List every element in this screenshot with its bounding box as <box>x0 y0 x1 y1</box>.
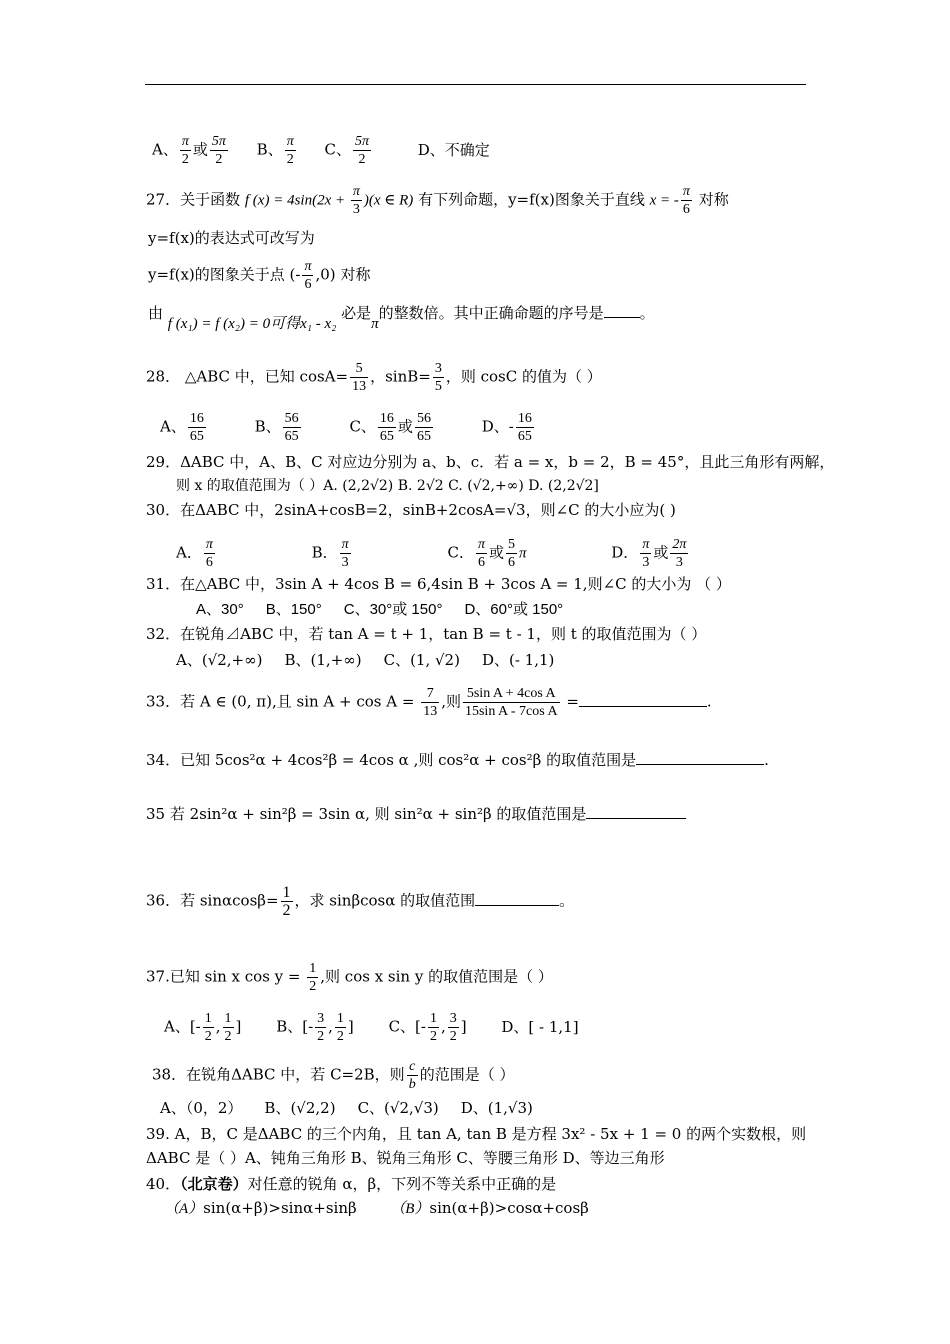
option-c-label: C、 <box>324 140 351 159</box>
q36-stem: 36．若 sinαcosβ= $\frac{1}{2}$ ，求 sinβcosα 的取值范围 。 <box>146 884 575 919</box>
q39-line1: 39. A，B，C 是ΔABC 的三个内角，且 tan A, tan B 是方程 3x² - 5x + 1 = 0 的两个实数根，则 <box>146 1125 807 1143</box>
fraction: $\frac{7}{13}$ <box>423 686 438 719</box>
fraction: $\frac{\pi}{6}$ <box>304 259 312 292</box>
q40-options <box>164 1198 589 1219</box>
fraction: $\frac{c}{b}$ <box>408 1059 416 1092</box>
q30-options: A． $\frac{\pi}{6}$ B． $\frac{\pi}{3}$ C． $\frac{\pi}{6}$ 或 $\frac{5}{6}$ π D． $\frac{\pi}{3}$ 或 $\frac{2\pi}{3}$ <box>176 537 687 570</box>
q35-stem: 35 若 2sin²α + sin²β = 3sin α, 则 sin²α + sin²β 的取值范围是 <box>146 804 686 824</box>
q31-stem: 31．在△ABC 中，3sin A + 4cos B = 6,4sin B + 3cos A = 1,则∠C 的大小为 （ ） <box>146 575 731 593</box>
q40-option-a: （A）sin(α+β)>sinα+sinβ <box>164 1199 357 1217</box>
q26-options: A、 $\frac{\pi}{2}$ 或 $\frac{5\pi}{2}$ B、 $\frac{\pi}{2}$ C、 $\frac{5\pi}{2}$ D、不确定 <box>152 134 490 167</box>
q33-stem: 33．若 A ∈ (0, π),且 sin A + cos A = $\frac{7}{13}$ ,则 $\frac{\text{5sin A + 4cos A}}{\text{15sin A - 7cos A}}$ = . <box>146 686 712 719</box>
q29-line1: 29．ΔABC 中，A、B、C 对应边分别为 a、b、c．若 a = x，b = 2，B = 45°，且此三角形有两解， <box>146 453 835 471</box>
q38-options: A、（0，2） B、(√2,2) C、(√2,√3) D、(1,√3) <box>160 1099 533 1117</box>
fraction: $\frac{\pi}{6}$ <box>682 184 690 217</box>
fraction: $\frac{\pi}{3}$ <box>352 184 360 217</box>
q39-line2: ΔABC 是（ ）A、钝角三角形 B、锐角三角形 C、等腰三角形 D、等边三角形 <box>146 1149 665 1167</box>
fraction: $\frac{\text{5sin A + 4cos A}}{\text{15sin A - 7cos A}}$ <box>464 686 558 719</box>
q31-options: A、30° B、150° C、30°或 150° D、60°或 150° <box>196 601 564 618</box>
option-d-label: D、不确定 <box>417 140 490 159</box>
q38-stem: 38．在锐角ΔABC 中，若 C=2B，则 $\frac{c}{b}$ 的范围是（ ） <box>152 1059 515 1092</box>
q27-line2: y=f(x)的表达式可改写为 <box>148 229 315 247</box>
option-a-label: A、 <box>152 140 178 159</box>
q28-options: A、 $\frac{16}{65}$ B、 $\frac{56}{65}$ C、 $\frac{16}{65}$ 或 $\frac{56}{65}$ D、- $\frac{16}{65}$ <box>160 411 532 444</box>
q27-line3: y=f(x)的图象关于点 (- $\frac{\pi}{6}$ ,0) 对称 <box>148 259 371 292</box>
header-rule <box>145 84 806 85</box>
fraction: $\frac{\pi}{2}$ <box>181 134 189 167</box>
q34-stem: 34．已知 5cos²α + 4cos²β = 4cos α ,则 cos²α + cos²β 的取值范围是 . <box>146 751 769 769</box>
q29-line2: 则 x 的取值范围为（ ）A. (2,2√2) B. 2√2 C. (√2,+∞) D. (2,2√2] <box>176 478 599 494</box>
q27-line4: 由 f (x₁) = f (x₂) = 0可得x₁ - x₂ 必是π的整数倍。其中正确命题的序号是 。 <box>148 304 655 332</box>
fraction: $\frac{\pi}{2}$ <box>286 134 294 167</box>
option-b-label: B、 <box>256 140 283 159</box>
q32-options: A、(√2,+∞) B、(1,+∞) C、(1, √2) D、(- 1,1) <box>176 651 555 669</box>
fraction: $\frac{3}{5}$ <box>434 361 442 394</box>
q30-stem: 30．在ΔABC 中，2sinA+cosB=2，sinB+2cosA=√3，则∠C 的大小应为( ) <box>146 501 676 519</box>
fraction: $\frac{1}{2}$ <box>309 961 317 994</box>
q32-stem: 32．在锐角⊿ABC 中，若 tan A = t + 1，tan B = t - 1，则 t 的取值范围为（ ） <box>146 625 707 643</box>
q40-option-b: （B）sin(α+β)>cosα+cosβ <box>390 1199 589 1217</box>
fraction: $\frac{5\pi}{2}$ <box>354 134 369 167</box>
q37-stem: 37.已知 sin x cos y = $\frac{1}{2}$ ,则 cos x sin y 的取值范围是（ ） <box>146 961 553 994</box>
q28-stem: 28． △ABC 中，已知 cosA= $\frac{5}{13}$ ，sinB= $\frac{3}{5}$ ，则 cosC 的值为（ ） <box>146 361 602 394</box>
q40-stem: 40．（北京卷）对任意的锐角 α，β，下列不等关系中正确的是 <box>146 1175 557 1193</box>
fraction: $\frac{5}{13}$ <box>352 361 367 394</box>
q27-line1: 27．关于函数 f (x) = 4sin(2x + $\frac{\pi}{3}$ )(x ∈ R) 有下列命题，y=f(x)图象关于直线 x = - $\frac{\pi}{6}$ 对称 <box>146 184 729 217</box>
q37-options: A、[- $\frac{1}{2}$ , $\frac{1}{2}$ ] B、[- $\frac{3}{2}$ , $\frac{1}{2}$ ] C、[- $\frac{1}{2}$ , $\frac{3}{2}$ ] D、[ - 1,1] <box>164 1011 579 1044</box>
fraction: $\frac{5\pi}{2}$ <box>211 134 226 167</box>
fraction: $\frac{1}{2}$ <box>282 884 291 919</box>
